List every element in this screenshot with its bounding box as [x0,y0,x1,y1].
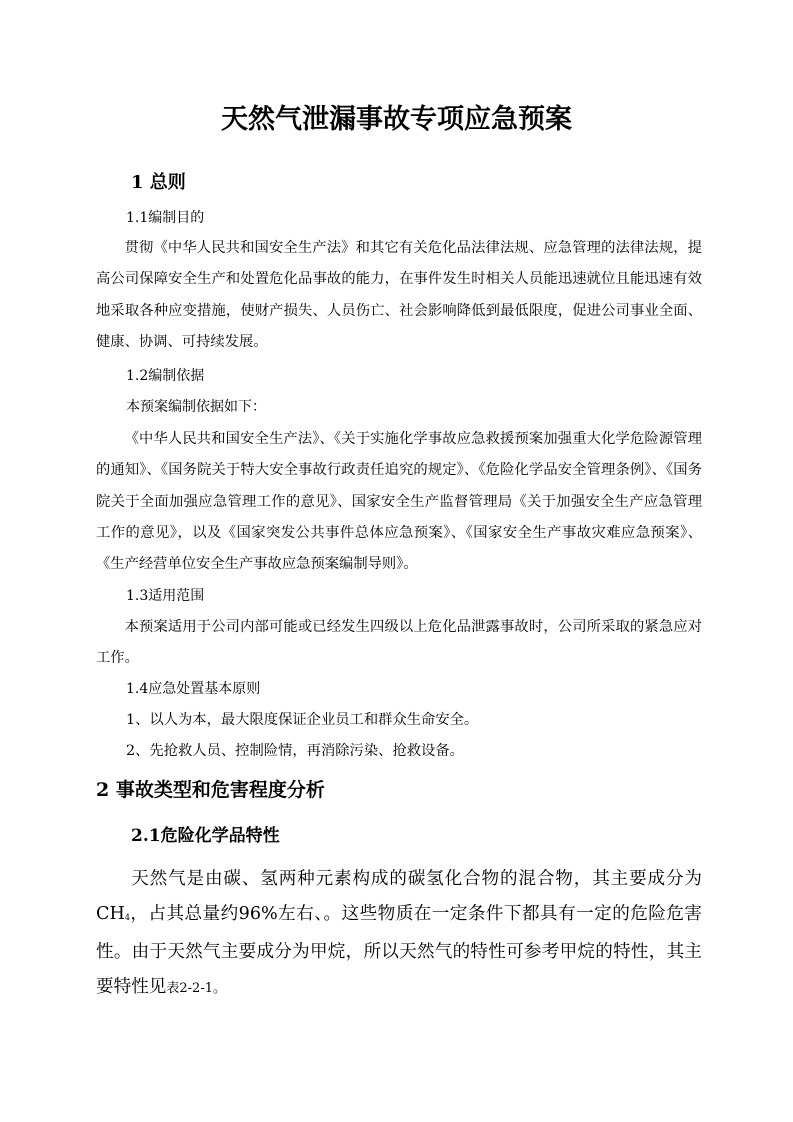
section-2-1-body [96,862,702,1006]
section-1-4-heading: 1.4应急处置基本原则 [126,681,261,697]
section-1-3-heading: 1.3适用范围 [126,588,205,604]
section-1-2-heading: 1.2编制依据 [126,368,205,384]
section-1-2-intro: 本预案编制依据如下： [126,399,266,415]
formula-subscript: 4 [124,912,130,922]
section-2-heading: 2 事故类型和危害程度分析 [96,779,325,801]
document-title: 天然气泄漏事故专项应急预案 [221,104,572,135]
section-1-2-body: 《中华人民共和国安全生产法》、《关于实施化学事故应急救援预案加强重大化学危险源管理的通知》、《国务院关于特大安全事故行政责任追究的规定》、《危险化学品安全管理条例》、《国务院关于全面加强应急管理工作的意见》、国家安全生产监督管理局《关于加强安全生产应急管理工作的意见》，以及《国家突发公共事件总体应急预案》、《国家安全生产事故灾难应急预案》、《生产经营单位安全生产事故应急预案编制导则》。 [96,431,702,573]
section-1-1-heading: 1.1编制目的 [126,210,205,226]
section-2-1-heading: 2.1危险化学品特性 [131,826,280,846]
section-2-1-body-part2: ，占其总量约96%左右、。这些物质在一定条件下都具有一定的危险危害性。由于天然气主要成分为甲烷，所以天然气的特性可参考甲烷的特性，其主要特性见 [96,903,702,997]
section-1-heading: 1 总则 [131,172,186,193]
table-reference: 表2-2-1。 [166,980,226,996]
principle-item-2: 2、先抢救人员、控制险情，再消除污染、抢救设备。 [126,743,464,759]
section-1-1-body: 贯彻《中华人民共和国安全生产法》和其它有关危化品法律法规、应急管理的法律法规，提高公司保障安全生产和处置危化品事故的能力，在事件发生时相关人员能迅速就位且能迅速有效地采取各种应变措施，使财产损失、人员伤亡、社会影响降低到最低限度，促进公司事业全面、健康、协调、可持续发展。 [96,240,702,350]
principle-item-1: 1、以人为本，最大限度保证企业员工和群众生命安全。 [126,712,479,728]
section-1-3-body: 本预案适用于公司内部可能或已经发生四级以上危化品泄露事故时，公司所采取的紧急应对工作。 [96,619,702,667]
section-2-1-body-part1: 天然气是由碳、氢两种元素构成的碳氢化合物的混合物，其主要成分为CH [96,869,702,924]
